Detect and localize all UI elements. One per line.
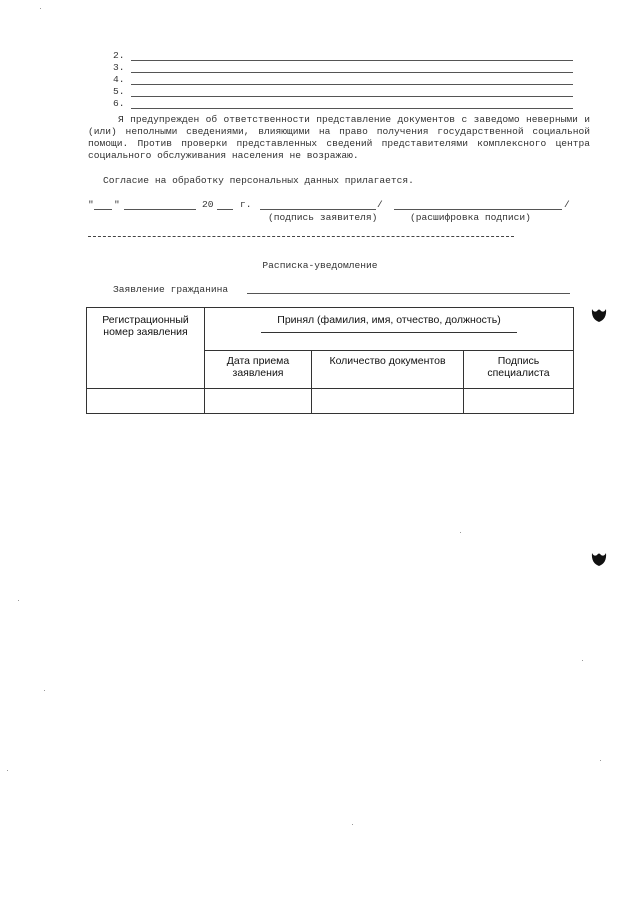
line-number: 6. [113, 98, 125, 109]
line-number: 5. [113, 86, 125, 97]
table-header-row [87, 308, 574, 351]
slash: / [377, 199, 383, 210]
slash: / [564, 199, 570, 210]
warning-paragraph: Я предупрежден об ответственности представление документов с заведомо неверными и (или) неполными сведениями, влияющими на право получения государственной социальной помощи. Против проверки представленных сведений представителями комплексного центра социального обслуживания населения не возражаю. [88, 114, 590, 161]
table-cell [312, 389, 464, 414]
signature-row [88, 199, 578, 213]
citizen-application-label: Заявление гражданина [113, 284, 229, 295]
blank-rule [131, 108, 573, 109]
scan-speck [460, 532, 461, 533]
punch-hole-mark [591, 305, 607, 323]
citizen-application-blank [247, 293, 570, 294]
year-prefix: 20 [202, 199, 214, 210]
scan-speck [44, 690, 45, 691]
numbered-line-4 [113, 74, 573, 86]
numbered-line-5 [113, 86, 573, 98]
scan-speck [600, 760, 601, 761]
scan-speck [352, 824, 353, 825]
specialist-signature-header: Подпись специалиста [464, 351, 574, 389]
punch-hole-mark [591, 549, 607, 567]
blank-rule [131, 60, 573, 61]
reg-number-header: Регистрационный номер заявления [87, 308, 205, 389]
accepted-header-cell [205, 308, 574, 351]
applicant-signature-caption: (подпись заявителя) [268, 212, 378, 223]
doc-count-header: Количество документов [312, 351, 464, 389]
signature-decoding-caption: (расшифровка подписи) [410, 212, 531, 223]
line-number: 2. [113, 50, 125, 61]
table-row [87, 389, 574, 414]
month-blank [124, 209, 196, 210]
applicant-signature-blank [260, 209, 376, 210]
consent-text: Согласие на обработку персональных данных прилагается. [103, 175, 414, 186]
receipt-title: Расписка-уведомление [262, 260, 378, 271]
scan-speck [40, 8, 41, 9]
table-cell [205, 389, 312, 414]
numbered-line-2 [113, 50, 573, 62]
numbered-line-3 [113, 62, 573, 74]
quote-open: " [88, 199, 94, 210]
blank-rule [131, 96, 573, 97]
numbered-line-6 [113, 98, 573, 110]
date-header: Дата приема заявления [205, 351, 312, 389]
day-blank [94, 209, 112, 210]
scan-speck [7, 770, 8, 771]
accepted-header: Принял (фамилия, имя, отчество, должность) [261, 314, 516, 333]
scan-speck [18, 600, 19, 601]
receipt-table [86, 307, 574, 414]
blank-rule [131, 84, 573, 85]
table-cell [87, 389, 205, 414]
blank-rule [131, 72, 573, 73]
line-number: 4. [113, 74, 125, 85]
year-suffix: г. [240, 199, 252, 210]
scan-speck [582, 660, 583, 661]
quote-close: " [114, 199, 120, 210]
signature-decoding-blank [394, 209, 562, 210]
cut-line [88, 236, 514, 237]
year-blank [217, 209, 233, 210]
line-number: 3. [113, 62, 125, 73]
table-cell [464, 389, 574, 414]
